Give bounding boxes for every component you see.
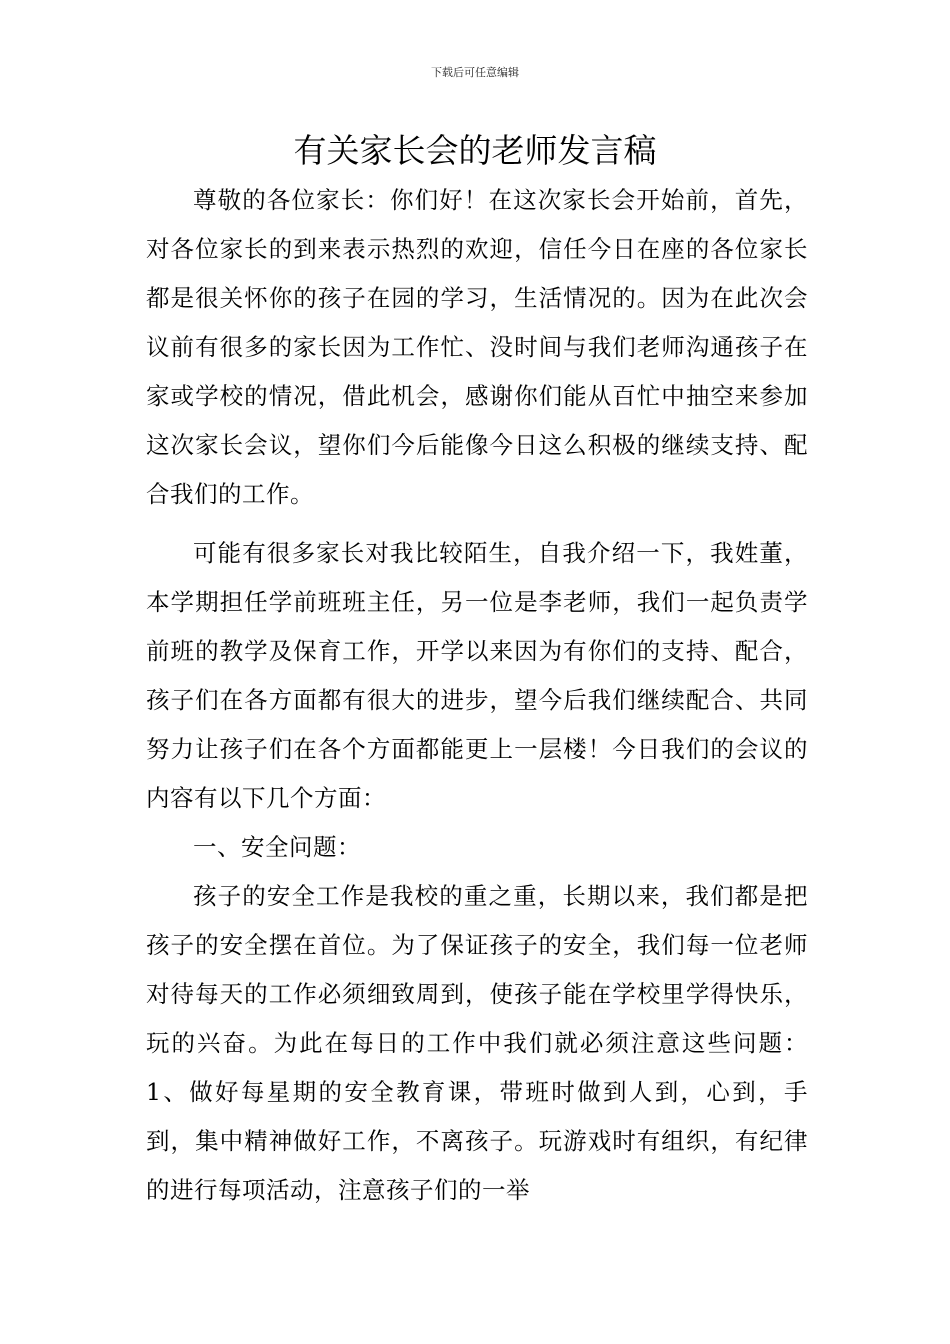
document-title: 有关家长会的老师发言稿 <box>293 131 657 170</box>
section-heading-safety: 一、安全问题： <box>193 833 361 861</box>
header-note: 下载后可任意编辑 <box>431 66 519 79</box>
paragraph-introduction: 可能有很多家长对我比较陌生，自我介绍一下，我姓董，本学期担任学前班班主任，另一位是李老师，我们一起负责学前班的教学及保育工作，开学以来因为有你们的支持、配合，孩子们在各方面都有很大的进步，望今后我们继续配合、共同努力让孩子们在各个方面都能更上一层楼！今日我们的会议的内容有以下几个方面： <box>146 539 808 812</box>
paragraph-safety: 孩子的安全工作是我校的重之重，长期以来，我们都是把孩子的安全摆在首位。为了保证孩子的安全，我们每一位老师对待每天的工作必须细致周到，使孩子能在学校里学得快乐，玩的兴奋。为此在每日的工作中我们就必须注意这些问题：1、做好每星期的安全教育课，带班时做到人到，心到，手到，集中精神做好工作，不离孩子。玩游戏时有组织，有纪律的进行每项活动，注意孩子们的一举 <box>146 882 808 1204</box>
document-body <box>146 176 808 1215</box>
paragraph-greeting: 尊敬的各位家长：你们好！在这次家长会开始前，首先，对各位家长的到来表示热烈的欢迎，信任今日在座的各位家长都是很关怀你的孩子在园的学习，生活情况的。因为在此次会议前有很多的家长因为工作忙、没时间与我们老师沟通孩子在家或学校的情况，借此机会，感谢你们能从百忙中抽空来参加这次家长会议，望你们今后能像今日这么积极的继续支持、配合我们的工作。 <box>146 186 808 508</box>
